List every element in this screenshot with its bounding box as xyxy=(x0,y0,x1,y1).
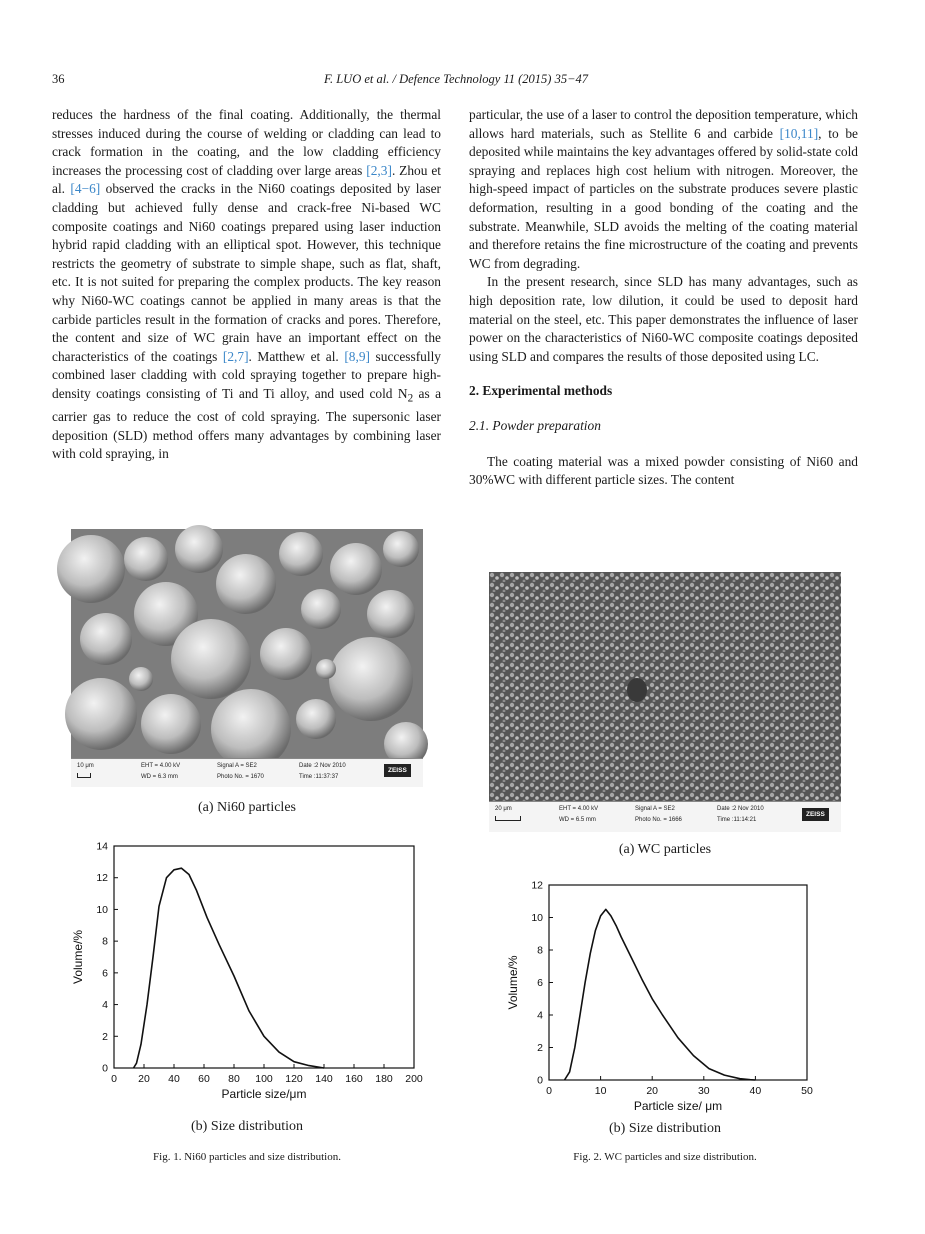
plot-frame xyxy=(549,885,807,1080)
page-number: 36 xyxy=(52,72,65,86)
x-axis-label: Particle size/ μm xyxy=(633,1099,723,1113)
citation-link[interactable]: [2,7] xyxy=(222,348,249,364)
figure2-size-distribution-chart xyxy=(495,875,835,1115)
figure2-caption: Fig. 2. WC particles and size distribution. xyxy=(573,1151,757,1163)
citation-link[interactable]: [8,9] xyxy=(344,348,370,364)
zeiss-logo: ZEISS xyxy=(802,808,829,821)
x-tick-label: 80 xyxy=(228,1073,240,1085)
figure2-label-a: (a) WC particles xyxy=(618,842,712,857)
plot-frame xyxy=(114,846,414,1068)
chart2-svg xyxy=(495,875,835,1115)
x-tick-label: 50 xyxy=(801,1085,813,1097)
sem-info-bar: 20 μm EHT = 4.00 kV WD = 6.5 mm Signal A = SE2 Photo No. = 1666 Date :2 Nov 2010 Time :11:14:21 ZEISS xyxy=(489,801,841,832)
figure1-caption: Fig. 1. Ni60 particles and size distribution. xyxy=(153,1151,341,1163)
sem-image-wc xyxy=(489,572,841,832)
x-tick-label: 60 xyxy=(198,1073,210,1085)
subsection-heading: 2.1. Powder preparation xyxy=(469,417,601,433)
y-tick-label: 0 xyxy=(537,1074,543,1087)
y-tick-label: 6 xyxy=(102,967,108,980)
y-tick-label: 4 xyxy=(102,999,108,1012)
y-tick-label: 4 xyxy=(537,1009,543,1022)
citation-link[interactable]: [10,11] xyxy=(779,125,819,141)
right-column xyxy=(469,106,858,490)
x-tick-label: 0 xyxy=(546,1085,552,1097)
x-tick-label: 200 xyxy=(405,1073,423,1085)
figure1-size-distribution-chart xyxy=(60,836,435,1101)
ni60-particles-graphic xyxy=(71,529,423,759)
y-tick-label: 6 xyxy=(537,977,543,989)
y-tick-label: 12 xyxy=(96,872,108,885)
scale-bar-label: 20 μm xyxy=(495,806,512,812)
x-tick-label: 40 xyxy=(749,1085,762,1097)
running-head: F. LUO et al. / Defence Technology 11 (2015) 35−47 xyxy=(323,72,589,86)
wc-particles-graphic xyxy=(489,572,841,802)
y-tick-label: 10 xyxy=(96,903,108,916)
figure2-label-b: (b) Size distribution xyxy=(609,1121,721,1136)
y-tick-label: 10 xyxy=(531,912,543,924)
x-tick-label: 120 xyxy=(285,1073,303,1085)
left-column xyxy=(52,106,441,464)
citation-link[interactable]: [2,3] xyxy=(366,162,392,178)
figure1-label-b: (b) Size distribution xyxy=(191,1119,303,1134)
paragraph: particular, the use of a laser to control the deposition temperature, which allows hard materials, such as Stellite 6 and carbide [10,11], to be deposited while maintains the key advantages offered by solid-state cold spraying and replaces high cost helium with nitrogen. Moreover, the high-speed impact of particles on the substrate produces severe plastic deformation, resulting in a good bonding of the coating and the substrate. Meanwhile, SLD avoids the melting of the coating material and therefore retains the fine microstructure of the coating and prevents WC from degrading. xyxy=(469,107,858,271)
figure1-label-a: (a) Ni60 particles xyxy=(198,800,296,815)
x-tick-label: 20 xyxy=(138,1073,150,1085)
zeiss-logo: ZEISS xyxy=(384,764,411,777)
scale-bar xyxy=(77,773,91,778)
y-tick-label: 14 xyxy=(96,840,108,853)
x-tick-label: 20 xyxy=(646,1085,659,1097)
paragraph: The coating material was a mixed powder consisting of Ni60 and 30%WC with different particle sizes. The content xyxy=(469,453,858,488)
citation-link[interactable]: [4−6] xyxy=(70,181,101,197)
chart1-svg xyxy=(60,836,435,1101)
scale-bar-label: 10 μm xyxy=(77,763,94,769)
scale-bar xyxy=(495,816,521,821)
y-tick-label: 2 xyxy=(537,1042,543,1054)
page-header xyxy=(52,72,860,90)
paragraph: reduces the hardness of the final coating. Additionally, the thermal stresses induced during the course of welding or cladding can lead to crack formation in the coating, and the low cladding efficiency increases the processing cost of cladding over large areas [2,3]. Zhou et al. [4−6] observed the cracks in the Ni60 coatings deposited by laser cladding but achieved fully dense and crack-free Ni-based WC composite coatings and Ni60 coatings prepared using laser induction hybrid rapid cladding with an elliptical spot. However, this technique restricts the geometry of substrate to simple shape, such as flat, shaft, etc. It is not suited for preparing the complex products. The key reason why Ni60-WC coatings cannot be applied in many areas is that the carbide particles result in the formation of cracks and pores. Therefore, the content and size of WC grain have an important effect on the characteristics of the coatings [2,7]. Matthew et al. [8,9] successfully combined laser cladding with cold spraying together to prepare high-density coatings consisting of Ti and Ti alloy, and used cold $N_2$ as a carrier gas to reduce the cost of cold spraying. The supersonic laser deposition (SLD) method offers many advantages by combining laser with cold spraying, in xyxy=(52,107,442,462)
x-tick-label: 100 xyxy=(255,1073,273,1085)
y-tick-label: 12 xyxy=(531,879,543,892)
paragraph: In the present research, since SLD has many advantages, such as high deposition rate, low dilution, it could be used to deposit hard material on the steel, etc. This paper demonstrates the influence of laser power on the characteristics of Ni60-WC composite coatings deposited using SLD and compares the results of those deposited using LC. xyxy=(469,274,858,364)
sem-image-ni60 xyxy=(71,529,423,787)
y-tick-label: 2 xyxy=(102,1030,108,1043)
y-tick-label: 8 xyxy=(102,935,108,948)
y-tick-label: 0 xyxy=(102,1062,108,1075)
x-axis-label: Particle size/μm xyxy=(221,1087,307,1101)
series-line xyxy=(134,868,325,1068)
x-tick-label: 30 xyxy=(697,1085,710,1097)
series-line xyxy=(565,909,756,1080)
y-axis-label: Volume/% xyxy=(71,929,85,985)
x-tick-label: 160 xyxy=(345,1073,363,1085)
x-tick-label: 40 xyxy=(168,1073,180,1085)
sem-info-bar: 10 μm EHT = 4.00 kV WD = 6.3 mm Signal A = SE2 Photo No. = 1670 Date :2 Nov 2010 Time :11:37:37 ZEISS xyxy=(71,758,423,787)
y-axis-label: Volume/% xyxy=(506,955,520,1010)
x-tick-label: 140 xyxy=(315,1073,333,1085)
section-heading: 2. Experimental methods xyxy=(469,383,613,399)
y-tick-label: 8 xyxy=(537,944,543,957)
x-tick-label: 180 xyxy=(375,1073,393,1085)
x-tick-label: 10 xyxy=(594,1085,607,1097)
x-tick-label: 0 xyxy=(111,1073,117,1085)
